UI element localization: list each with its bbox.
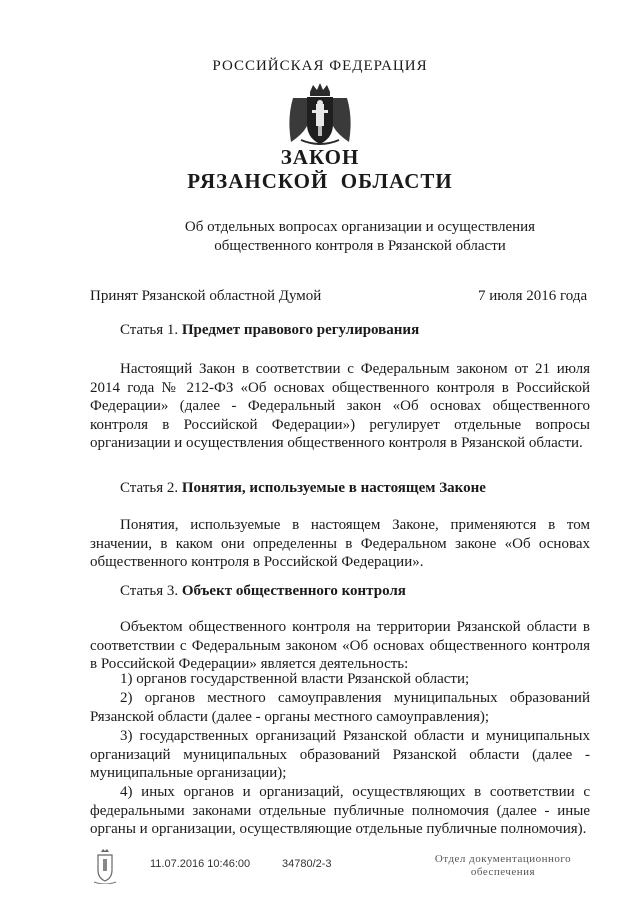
- article-3-text: Объектом общественного контроля на территории Рязанской области в соответствии с Федеральным законом «Об основах общественного контроля в Российской Федерации» является деятельность:: [90, 619, 590, 672]
- law-title-line2: РЯЗАНСКОЙ ОБЛАСТИ: [187, 169, 453, 193]
- law-subject-line2: общественного контроля в Рязанской области: [214, 238, 506, 254]
- law-title: [0, 145, 640, 193]
- law-subject-line1: Об отдельных вопросах организации и осуществления: [184, 219, 536, 235]
- article-number: Статья 3.: [120, 583, 179, 599]
- article-1-heading: [120, 322, 419, 339]
- coat-of-arms-icon: [283, 82, 357, 148]
- footer-emblem-icon: [92, 848, 118, 884]
- federation-header: РОССИЙСКАЯ ФЕДЕРАЦИЯ: [212, 58, 428, 74]
- list-item: 3) государственных организаций Рязанской области и муниципальных организаций муниципальных образований Рязанской области (далее - муниципальные организации);: [90, 728, 590, 781]
- stamp-line2: обеспечения: [470, 866, 536, 878]
- article-number: Статья 1.: [120, 322, 179, 338]
- adopted-by: Принят Рязанской областной Думой: [90, 288, 322, 304]
- article-3-heading: [120, 583, 406, 600]
- article-2-text: Понятия, используемые в настоящем Законе, применяются в том значении, в каком они определенны в Федеральном законе «Об основах общественного контроля в Российской Федерации».: [90, 517, 590, 570]
- article-2-heading: [120, 480, 486, 497]
- list-item: 1) органов государственной власти Рязанской области;: [120, 671, 470, 687]
- article-title: Объект общественного контроля: [181, 583, 406, 599]
- list-item: 2) органов местного самоуправления муниципальных образований Рязанской области (далее - органы местного самоуправления);: [90, 690, 590, 725]
- department-stamp: [418, 853, 588, 879]
- adoption-date: 7 июля 2016 года: [478, 288, 588, 304]
- article-number: Статья 2.: [120, 480, 179, 496]
- article-title: Предмет правового регулирования: [181, 322, 420, 338]
- footer-doc-number: 34780/2-3: [282, 858, 332, 870]
- footer-timestamp: 11.07.2016 10:46:00: [150, 858, 251, 870]
- list-item: 4) иных органов и организаций, осуществляющих в соответствии с федеральными законами отдельные публичные полномочия (далее - иные органы и организации, осуществляющие отдельные публичные полномочия).: [90, 784, 590, 837]
- article-title: Понятия, используемые в настоящем Законе: [181, 480, 486, 496]
- article-1-text: Настоящий Закон в соответствии с Федеральным законом от 21 июля 2014 года № 212-ФЗ «Об основах общественного контроля в Российской Федерации» (далее - Федеральный закон «Об основах общественного контроля в Российской Федерации») регулирует отдельные вопросы организации и осуществления общественного контроля в Рязанской области.: [90, 361, 590, 451]
- law-subject: [150, 218, 570, 256]
- stamp-line1: Отдел документационного: [434, 853, 572, 865]
- law-title-line1: ЗАКОН: [280, 145, 360, 169]
